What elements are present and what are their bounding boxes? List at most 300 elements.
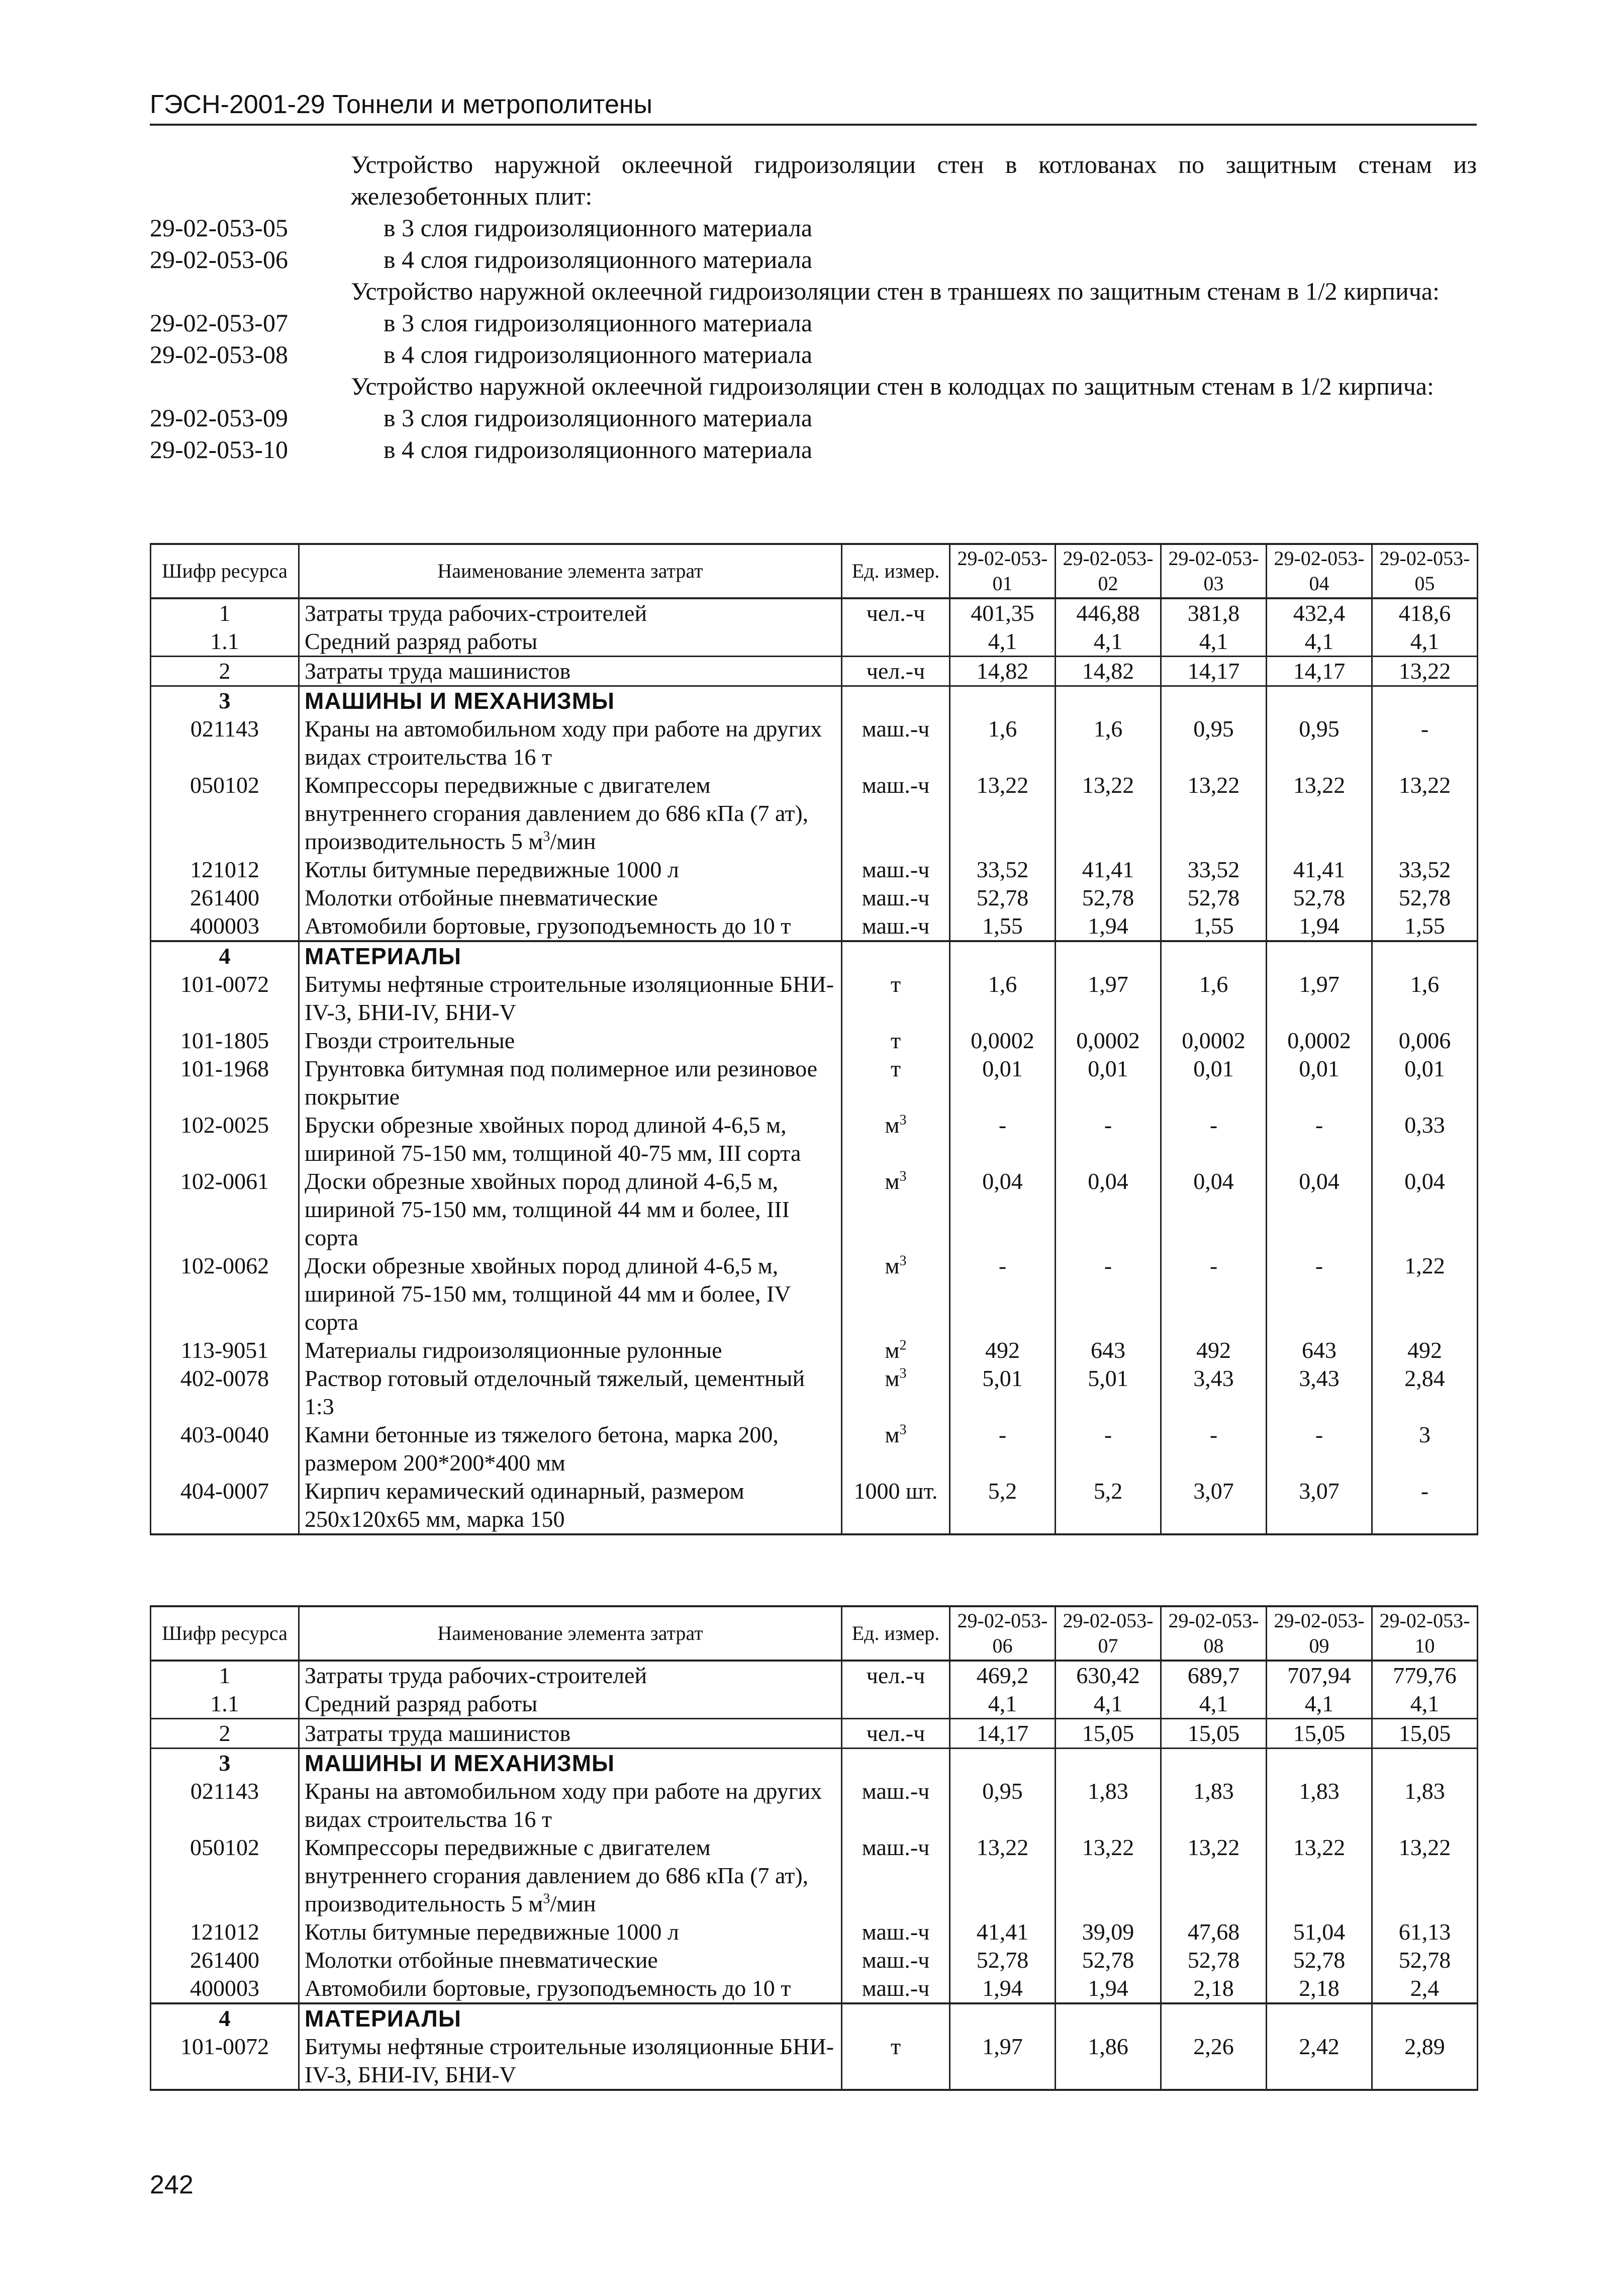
- norm-value: 1,83: [1056, 1777, 1161, 1833]
- norm-value: [950, 1749, 1056, 1778]
- norm-value: 51,04: [1267, 1918, 1372, 1946]
- norm-value: 13,22: [1372, 657, 1478, 686]
- intro-item-code: 29-02-053-09: [150, 404, 288, 432]
- resource-unit: $м^3$: [842, 1421, 950, 1477]
- resource-code: 261400: [151, 1946, 299, 1974]
- header-unit: Ед. измер.: [842, 1606, 950, 1661]
- norm-value: 41,41: [1056, 856, 1161, 884]
- intro-item-text: в 4 слоя гидроизоляционного материала: [384, 435, 813, 464]
- norm-value: 14,17: [1267, 657, 1372, 686]
- resource-name: Доски обрезные хвойных пород длиной 4-6,5 м, шириной 75-150 мм, толщиной 44 мм и более, III сорта: [299, 1167, 842, 1252]
- norm-value: -: [1267, 1252, 1372, 1336]
- resource-name: Компрессоры передвижные с двигателем внутреннего сгорания давлением до 686 кПа (7 ат), производительность 5 $м^3$/мин: [299, 771, 842, 856]
- resource-unit: маш.-ч: [842, 884, 950, 912]
- norm-value: 0,04: [1056, 1167, 1161, 1252]
- table-row: [151, 1111, 1478, 1167]
- norm-value: -: [950, 1421, 1056, 1477]
- resource-code: 050102: [151, 1833, 299, 1918]
- table-row: [151, 1167, 1478, 1252]
- norm-value: 33,52: [1161, 856, 1267, 884]
- norm-value: -: [1056, 1111, 1161, 1167]
- norm-value: 1,97: [1056, 970, 1161, 1027]
- resource-code: 403-0040: [151, 1421, 299, 1477]
- resource-code: 4: [151, 2003, 299, 2033]
- norm-value: 779,76: [1372, 1661, 1478, 1690]
- section-row: [151, 686, 1478, 715]
- norm-value: 0,01: [950, 1055, 1056, 1111]
- norm-value: 4,1: [950, 1690, 1056, 1719]
- norm-value: 13,22: [950, 1833, 1056, 1918]
- table-header-row: [151, 1606, 1478, 1661]
- norm-value: 1,94: [1267, 912, 1372, 941]
- resource-code: 400003: [151, 1974, 299, 2003]
- norm-value: 2,18: [1267, 1974, 1372, 2003]
- intro-item: [150, 434, 1477, 466]
- resource-code: 400003: [151, 912, 299, 941]
- running-head: ГЭСН-2001-29 Тоннели и метрополитены: [150, 88, 1477, 126]
- resource-name: Бруски обрезные хвойных пород длиной 4-6,5 м, шириной 75-150 мм, толщиной 40-75 мм, III сорта: [299, 1111, 842, 1167]
- table-row: [151, 970, 1478, 1027]
- norm-value: 52,78: [1372, 884, 1478, 912]
- norm-value: 0,0002: [1056, 1027, 1161, 1055]
- norm-value: 52,78: [1161, 1946, 1267, 1974]
- resource-name: Компрессоры передвижные с двигателем внутреннего сгорания давлением до 686 кПа (7 ат), производительность 5 $м^3$/мин: [299, 1833, 842, 1918]
- resource-name: МАТЕРИАЛЫ: [299, 941, 842, 970]
- norm-value: 4,1: [1267, 627, 1372, 657]
- resource-name: МАТЕРИАЛЫ: [299, 2003, 842, 2033]
- norm-value: 1,86: [1056, 2033, 1161, 2090]
- resource-unit: $м^3$: [842, 1364, 950, 1421]
- norm-value: 14,17: [950, 1719, 1056, 1749]
- resource-code: 021143: [151, 715, 299, 771]
- norm-value: 14,82: [950, 657, 1056, 686]
- norm-value: 2,26: [1161, 2033, 1267, 2090]
- norm-value: 4,1: [1056, 1690, 1161, 1719]
- norm-value: 707,94: [1267, 1661, 1372, 1690]
- intro-item-code: 29-02-053-08: [150, 340, 288, 369]
- norm-value: 14,82: [1056, 657, 1161, 686]
- norm-value: 52,78: [1056, 884, 1161, 912]
- norm-table-2: [150, 1605, 1478, 2091]
- norm-value: [1267, 686, 1372, 715]
- resource-code: 101-1805: [151, 1027, 299, 1055]
- norm-value: 0,04: [1161, 1167, 1267, 1252]
- resource-code: 404-0007: [151, 1477, 299, 1534]
- norm-value: 401,35: [950, 598, 1056, 627]
- header-norm-code: 29-02-053-04: [1267, 544, 1372, 598]
- norm-value: [1161, 686, 1267, 715]
- resource-code: 3: [151, 686, 299, 715]
- norm-value: 1,6: [1372, 970, 1478, 1027]
- resource-name: Грунтовка битумная под полимерное или резиновое покрытие: [299, 1055, 842, 1111]
- norm-value: -: [1372, 1477, 1478, 1534]
- table-row: [151, 771, 1478, 856]
- norm-value: 492: [1161, 1336, 1267, 1364]
- norm-value: -: [950, 1111, 1056, 1167]
- norm-value: 381,8: [1161, 598, 1267, 627]
- norm-value: 1,83: [1267, 1777, 1372, 1833]
- table-row: [151, 1364, 1478, 1421]
- norm-value: 0,0002: [1267, 1027, 1372, 1055]
- table-row: [151, 1777, 1478, 1833]
- header-name: Наименование элемента затрат: [299, 544, 842, 598]
- norm-value: 0,0002: [1161, 1027, 1267, 1055]
- norm-value: [1056, 941, 1161, 970]
- norm-value: [1267, 2003, 1372, 2033]
- table-row: [151, 1918, 1478, 1946]
- resource-code: 402-0078: [151, 1364, 299, 1421]
- intro-group: [150, 371, 1477, 466]
- norm-value: 492: [1372, 1336, 1478, 1364]
- norm-value: 418,6: [1372, 598, 1478, 627]
- intro-group: [150, 275, 1477, 371]
- norm-value: 13,22: [1056, 1833, 1161, 1918]
- table-row: [151, 884, 1478, 912]
- resource-unit: [842, 686, 950, 715]
- table-row: [151, 1055, 1478, 1111]
- header-norm-code: 29-02-053-07: [1056, 1606, 1161, 1661]
- resource-unit: маш.-ч: [842, 1833, 950, 1918]
- norm-value: 1,94: [1056, 1974, 1161, 2003]
- norm-value: 5,01: [950, 1364, 1056, 1421]
- norm-value: 446,88: [1056, 598, 1161, 627]
- norm-value: 15,05: [1161, 1719, 1267, 1749]
- resource-unit: чел.-ч: [842, 598, 950, 627]
- norm-value: 2,18: [1161, 1974, 1267, 2003]
- intro-item: [150, 339, 1477, 371]
- norm-value: 432,4: [1267, 598, 1372, 627]
- resource-unit: чел.-ч: [842, 1719, 950, 1749]
- table-row: [151, 1946, 1478, 1974]
- header-norm-code: 29-02-053-01: [950, 544, 1056, 598]
- intro-item-text: в 3 слоя гидроизоляционного материала: [384, 214, 813, 242]
- norm-value: 2,84: [1372, 1364, 1478, 1421]
- norm-value: 52,78: [950, 884, 1056, 912]
- table-row: [151, 856, 1478, 884]
- norm-value: 1,83: [1372, 1777, 1478, 1833]
- norm-value: [950, 686, 1056, 715]
- norm-value: 1,97: [950, 2033, 1056, 2090]
- intro-item-text: в 3 слоя гидроизоляционного материала: [384, 309, 813, 337]
- norm-value: 0,006: [1372, 1027, 1478, 1055]
- resource-name: Молотки отбойные пневматические: [299, 884, 842, 912]
- intro-item-code: 29-02-053-10: [150, 435, 288, 464]
- resource-unit: маш.-ч: [842, 771, 950, 856]
- resource-unit: $м^3$: [842, 1252, 950, 1336]
- resource-name: Доски обрезные хвойных пород длиной 4-6,5 м, шириной 75-150 мм, толщиной 44 мм и более, IV сорта: [299, 1252, 842, 1336]
- norm-value: -: [1161, 1111, 1267, 1167]
- norm-value: 2,89: [1372, 2033, 1478, 2090]
- norm-value: 52,78: [1267, 1946, 1372, 1974]
- norm-value: [1161, 2003, 1267, 2033]
- norm-value: 13,22: [1267, 771, 1372, 856]
- resource-name: МАШИНЫ И МЕХАНИЗМЫ: [299, 686, 842, 715]
- header-norm-code: 29-02-053-05: [1372, 544, 1478, 598]
- resource-name: Раствор готовый отделочный тяжелый, цементный 1:3: [299, 1364, 842, 1421]
- resource-unit: маш.-ч: [842, 1974, 950, 2003]
- resource-name: Камни бетонные из тяжелого бетона, марка 200, размером 200*200*400 мм: [299, 1421, 842, 1477]
- resource-name: Котлы битумные передвижные 1000 л: [299, 856, 842, 884]
- norm-value: 4,1: [1372, 627, 1478, 657]
- section-row: [151, 1749, 1478, 1778]
- norm-value: 0,95: [1267, 715, 1372, 771]
- norm-value: 15,05: [1267, 1719, 1372, 1749]
- norm-value: 5,2: [1056, 1477, 1161, 1534]
- norm-value: 4,1: [1161, 627, 1267, 657]
- resource-unit: т: [842, 1055, 950, 1111]
- norm-value: 0,0002: [950, 1027, 1056, 1055]
- resource-name: Затраты труда машинистов: [299, 1719, 842, 1749]
- table-row: [151, 1690, 1478, 1719]
- norm-value: 643: [1267, 1336, 1372, 1364]
- norm-value: 13,22: [1161, 771, 1267, 856]
- norm-value: -: [1267, 1111, 1372, 1167]
- resource-unit: чел.-ч: [842, 1661, 950, 1690]
- resource-unit: т: [842, 2033, 950, 2090]
- resource-code: 050102: [151, 771, 299, 856]
- resource-unit: $м^3$: [842, 1167, 950, 1252]
- norm-value: 0,95: [950, 1777, 1056, 1833]
- resource-code: 261400: [151, 884, 299, 912]
- norm-value: 3,43: [1267, 1364, 1372, 1421]
- resource-name: Битумы нефтяные строительные изоляционные БНИ-IV-3, БНИ-IV, БНИ-V: [299, 970, 842, 1027]
- resource-name: Средний разряд работы: [299, 1690, 842, 1719]
- resource-unit: $м^2$: [842, 1336, 950, 1364]
- resource-code: 113-9051: [151, 1336, 299, 1364]
- norm-value: -: [1161, 1252, 1267, 1336]
- norm-value: 47,68: [1161, 1918, 1267, 1946]
- norm-value: 0,01: [1372, 1055, 1478, 1111]
- resource-code: 2: [151, 657, 299, 686]
- norm-table-1: [150, 543, 1478, 1535]
- table-row: [151, 1719, 1478, 1749]
- table-row: [151, 2033, 1478, 2090]
- norm-value: -: [1372, 715, 1478, 771]
- norm-value: 1,83: [1161, 1777, 1267, 1833]
- norm-value: 14,17: [1161, 657, 1267, 686]
- norm-value: 13,22: [950, 771, 1056, 856]
- norm-value: 1,55: [1161, 912, 1267, 941]
- table-row: [151, 1336, 1478, 1364]
- resource-name: Средний разряд работы: [299, 627, 842, 657]
- norm-value: [1161, 1749, 1267, 1778]
- header-norm-code: 29-02-053-09: [1267, 1606, 1372, 1661]
- intro-title: Устройство наружной оклеечной гидроизоляции стен в колодцах по защитным стенам в 1/2 кирпича:: [351, 372, 1434, 400]
- resource-code: 1.1: [151, 627, 299, 657]
- resource-name: Кирпич керамический одинарный, размером 250х120х65 мм, марка 150: [299, 1477, 842, 1534]
- norm-value: 1,22: [1372, 1252, 1478, 1336]
- resource-name: Автомобили бортовые, грузоподъемность до 10 т: [299, 1974, 842, 2003]
- table-row: [151, 1661, 1478, 1690]
- resource-code: 021143: [151, 1777, 299, 1833]
- resource-unit: т: [842, 1027, 950, 1055]
- resource-unit: [842, 1749, 950, 1778]
- resource-code: 121012: [151, 856, 299, 884]
- resource-unit: [842, 2003, 950, 2033]
- norm-value: -: [1056, 1421, 1161, 1477]
- resource-code: 1: [151, 598, 299, 627]
- resource-unit: маш.-ч: [842, 1946, 950, 1974]
- norm-value: 1,97: [1267, 970, 1372, 1027]
- norm-value: 3,43: [1161, 1364, 1267, 1421]
- norm-value: [1056, 2003, 1161, 2033]
- norm-value: 0,01: [1267, 1055, 1372, 1111]
- resource-unit: 1000 шт.: [842, 1477, 950, 1534]
- norm-value: 52,78: [950, 1946, 1056, 1974]
- intro-item-text: в 4 слоя гидроизоляционного материала: [384, 245, 813, 273]
- table-row: [151, 1252, 1478, 1336]
- norm-value: 643: [1056, 1336, 1161, 1364]
- resource-unit: маш.-ч: [842, 715, 950, 771]
- intro-title: Устройство наружной оклеечной гидроизоляции стен в котлованах по защитным стенам из железобетонных плит:: [351, 150, 1477, 210]
- norm-value: 33,52: [1372, 856, 1478, 884]
- table-row: [151, 1974, 1478, 2003]
- resource-name: Затраты труда рабочих-строителей: [299, 598, 842, 627]
- norm-value: 0,04: [1267, 1167, 1372, 1252]
- norm-value: 0,04: [950, 1167, 1056, 1252]
- norm-value: 52,78: [1161, 884, 1267, 912]
- resource-name: Молотки отбойные пневматические: [299, 1946, 842, 1974]
- norm-value: 52,78: [1267, 884, 1372, 912]
- table-row: [151, 912, 1478, 941]
- norm-value: 3,07: [1267, 1477, 1372, 1534]
- resource-unit: [842, 941, 950, 970]
- intro-item: [150, 402, 1477, 434]
- norm-value: 4,1: [1056, 627, 1161, 657]
- resource-code: 3: [151, 1749, 299, 1778]
- norm-value: [1267, 1749, 1372, 1778]
- norm-value: 4,1: [1267, 1690, 1372, 1719]
- norm-value: 41,41: [950, 1918, 1056, 1946]
- intro-item: [150, 212, 1477, 244]
- resource-name: Гвозди строительные: [299, 1027, 842, 1055]
- norm-value: [950, 2003, 1056, 2033]
- header-norm-code: 29-02-053-03: [1161, 544, 1267, 598]
- norm-value: [950, 941, 1056, 970]
- norm-value: 630,42: [1056, 1661, 1161, 1690]
- resource-name: Затраты труда рабочих-строителей: [299, 1661, 842, 1690]
- norm-value: 2,4: [1372, 1974, 1478, 2003]
- norm-value: 15,05: [1372, 1719, 1478, 1749]
- norm-value: [1056, 686, 1161, 715]
- table-row: [151, 598, 1478, 627]
- table-header-row: [151, 544, 1478, 598]
- resource-name: Материалы гидроизоляционные рулонные: [299, 1336, 842, 1364]
- resource-unit: маш.-ч: [842, 912, 950, 941]
- norm-value: 0,33: [1372, 1111, 1478, 1167]
- norm-value: 3: [1372, 1421, 1478, 1477]
- intro-item-code: 29-02-053-07: [150, 309, 288, 337]
- section-row: [151, 2003, 1478, 2033]
- resource-code: 102-0062: [151, 1252, 299, 1336]
- resource-code: 1: [151, 1661, 299, 1690]
- intro-item-code: 29-02-053-06: [150, 245, 288, 273]
- norm-value: 1,94: [950, 1974, 1056, 2003]
- resource-name: Краны на автомобильном ходу при работе на других видах строительства 16 т: [299, 1777, 842, 1833]
- table-row: [151, 1421, 1478, 1477]
- intro-item-text: в 4 слоя гидроизоляционного материала: [384, 340, 813, 369]
- resource-code: 101-0072: [151, 970, 299, 1027]
- header-norm-code: 29-02-053-10: [1372, 1606, 1478, 1661]
- header-unit: Ед. измер.: [842, 544, 950, 598]
- norm-value: 4,1: [950, 627, 1056, 657]
- norm-value: [1372, 686, 1478, 715]
- norm-value: -: [950, 1252, 1056, 1336]
- norm-value: 0,01: [1056, 1055, 1161, 1111]
- norm-value: 33,52: [950, 856, 1056, 884]
- intro-group: [150, 149, 1477, 275]
- table-row: [151, 1477, 1478, 1534]
- resource-code: 102-0061: [151, 1167, 299, 1252]
- norm-value: 39,09: [1056, 1918, 1161, 1946]
- norm-value: 1,6: [950, 970, 1056, 1027]
- norm-value: 689,7: [1161, 1661, 1267, 1690]
- norm-value: 5,01: [1056, 1364, 1161, 1421]
- norm-value: -: [1267, 1421, 1372, 1477]
- header-norm-code: 29-02-053-02: [1056, 544, 1161, 598]
- norm-value: 61,13: [1372, 1918, 1478, 1946]
- resource-name: МАШИНЫ И МЕХАНИЗМЫ: [299, 1749, 842, 1778]
- norm-value: [1372, 941, 1478, 970]
- norm-value: 3,07: [1161, 1477, 1267, 1534]
- norm-value: -: [1056, 1252, 1161, 1336]
- resource-unit: [842, 1690, 950, 1719]
- table-row: [151, 657, 1478, 686]
- norm-value: 492: [950, 1336, 1056, 1364]
- resource-name: Автомобили бортовые, грузоподъемность до 10 т: [299, 912, 842, 941]
- norm-value: 13,22: [1372, 771, 1478, 856]
- norm-value: [1267, 941, 1372, 970]
- norm-value: 4,1: [1372, 1690, 1478, 1719]
- resource-code: 2: [151, 1719, 299, 1749]
- header-code: Шифр ресурса: [151, 1606, 299, 1661]
- norm-value: 1,55: [1372, 912, 1478, 941]
- resource-unit: маш.-ч: [842, 856, 950, 884]
- norm-value: 13,22: [1267, 1833, 1372, 1918]
- norm-value: 1,6: [1161, 970, 1267, 1027]
- norm-value: 13,22: [1056, 771, 1161, 856]
- norm-value: 1,55: [950, 912, 1056, 941]
- norm-value: 0,01: [1161, 1055, 1267, 1111]
- table-row: [151, 1833, 1478, 1918]
- table-row: [151, 1027, 1478, 1055]
- resource-name: Затраты труда машинистов: [299, 657, 842, 686]
- resource-unit: маш.-ч: [842, 1777, 950, 1833]
- resource-name: Краны на автомобильном ходу при работе на других видах строительства 16 т: [299, 715, 842, 771]
- intro-item-text: в 3 слоя гидроизоляционного материала: [384, 404, 813, 432]
- intro-title: Устройство наружной оклеечной гидроизоляции стен в траншеях по защитным стенам в 1/2 кирпича:: [351, 277, 1440, 305]
- norm-value: [1372, 1749, 1478, 1778]
- norm-value: [1372, 2003, 1478, 2033]
- resource-unit: $м^3$: [842, 1111, 950, 1167]
- resource-code: 101-1968: [151, 1055, 299, 1111]
- norm-value: 4,1: [1161, 1690, 1267, 1719]
- norm-value: 5,2: [950, 1477, 1056, 1534]
- header-norm-code: 29-02-053-08: [1161, 1606, 1267, 1661]
- norm-value: 1,94: [1056, 912, 1161, 941]
- norm-value: [1056, 1749, 1161, 1778]
- norm-value: 52,78: [1372, 1946, 1478, 1974]
- norm-value: 1,6: [950, 715, 1056, 771]
- norm-value: 15,05: [1056, 1719, 1161, 1749]
- header-code: Шифр ресурса: [151, 544, 299, 598]
- resource-code: 4: [151, 941, 299, 970]
- norm-value: 52,78: [1056, 1946, 1161, 1974]
- header-name: Наименование элемента затрат: [299, 1606, 842, 1661]
- resource-code: 102-0025: [151, 1111, 299, 1167]
- norm-value: -: [1161, 1421, 1267, 1477]
- norm-value: 0,04: [1372, 1167, 1478, 1252]
